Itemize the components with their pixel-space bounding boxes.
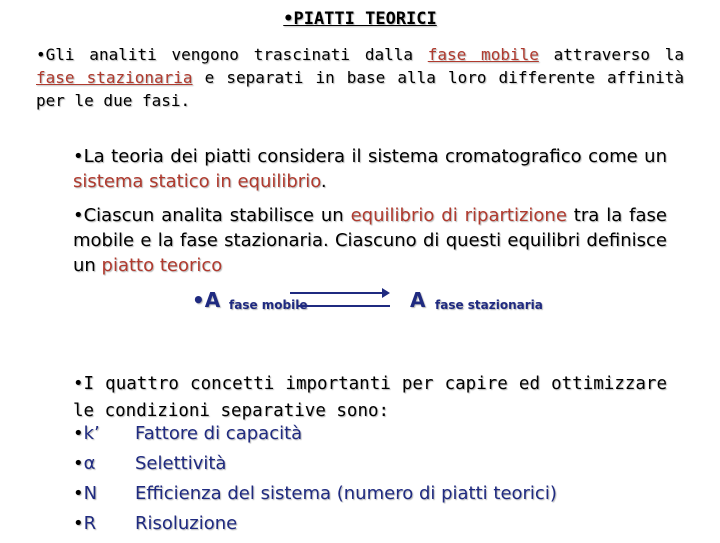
para3-highlight-piatto: piatto teorico xyxy=(101,255,223,276)
equilibrium-equation xyxy=(0,285,720,325)
list-item-symbol xyxy=(73,453,96,474)
list-item xyxy=(73,513,673,543)
analyte-stationary-symbol: A xyxy=(410,288,426,312)
para3-text-2: tra la fase mobile e la fase stazionaria. Ciascuno di questi equilibri definisce un xyxy=(73,205,667,276)
para3-text-1: •Ciascun analita stabilisce un xyxy=(73,205,351,226)
list-item-symbol xyxy=(73,483,97,504)
para1-highlight-fase-stazionaria: fase stazionaria xyxy=(36,68,193,87)
para2-text-2: . xyxy=(320,171,327,192)
symbol-k: k’ xyxy=(83,423,100,444)
para1-text-3: e separati in base alla loro differente affinità per le due fasi. xyxy=(36,68,685,110)
list-item-label: Risoluzione xyxy=(135,513,238,534)
list-item xyxy=(73,483,673,513)
equilibrium-arrows-icon xyxy=(290,285,400,315)
para1-highlight-fase-mobile: fase mobile xyxy=(427,45,539,64)
para1-text-1: •Gli analiti vengono trascinati dalla xyxy=(36,45,428,64)
bullet: • xyxy=(73,423,84,444)
para3-highlight-equilibrio: equilibrio di ripartizione xyxy=(350,205,567,226)
paragraph-concetti: •I quattro concetti importanti per capire ed ottimizzare le condizioni separative sono: xyxy=(73,374,667,421)
list-item-symbol xyxy=(73,513,96,534)
slide-title-text: •PIATTI TEORICI xyxy=(283,9,437,29)
analyte-mobile-symbol: •A xyxy=(192,288,221,312)
list-item xyxy=(73,453,673,483)
para2-highlight: sistema statico in equilibrio xyxy=(73,171,321,192)
paragraph-analiti xyxy=(36,43,684,112)
symbol-n: N xyxy=(83,483,98,504)
concept-list xyxy=(73,423,673,543)
list-item-label: Selettività xyxy=(135,453,227,474)
list-item-label: Efficienza del sistema (numero di piatti teorici) xyxy=(135,483,557,504)
symbol-alpha: α xyxy=(83,453,96,474)
list-item-label: Fattore di capacità xyxy=(135,423,303,444)
para1-text-2: attraverso la xyxy=(538,45,684,64)
list-item xyxy=(73,423,673,453)
bullet: • xyxy=(73,513,84,534)
slide-title xyxy=(0,9,720,29)
symbol-r: R xyxy=(83,513,97,534)
analyte-mobile-subscript: fase mobile xyxy=(229,298,308,312)
paragraph-teoria-piatti xyxy=(73,144,667,194)
analyte-stationary-subscript: fase stazionaria xyxy=(435,298,543,312)
bullet: • xyxy=(73,453,84,474)
bullet: • xyxy=(73,483,84,504)
paragraph-equilibrio xyxy=(73,203,667,278)
list-item-symbol xyxy=(73,423,100,444)
para2-text-1: •La teoria dei piatti considera il sistema cromatografico come un xyxy=(73,146,667,167)
